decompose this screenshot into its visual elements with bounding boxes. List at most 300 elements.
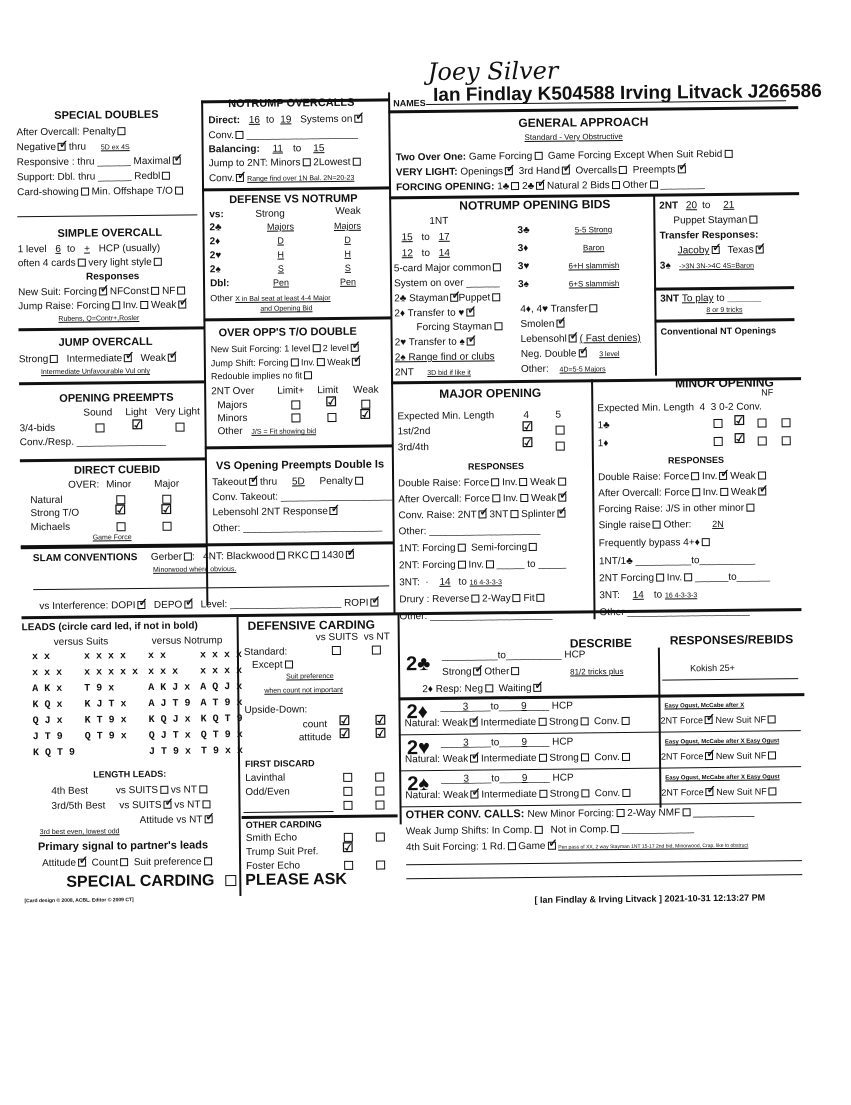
drury-row: Drury : Reverse 2-Way Fit <box>399 593 544 606</box>
lead-holding[interactable] <box>85 754 149 755</box>
lead-holding[interactable]: T 9 x x <box>200 745 244 758</box>
forcing-1c-checkbox[interactable] <box>511 182 519 190</box>
maj-2nt-row: 2NT: Forcing Inv. _____ to _____ <box>398 558 567 572</box>
five-card-checkbox[interactable] <box>493 263 501 271</box>
vp-penalty-checkbox[interactable] <box>355 477 363 485</box>
leads-row <box>32 683 148 695</box>
major-responses-label: RESPONSES <box>467 461 525 472</box>
lav-suits-checkbox[interactable] <box>343 773 352 782</box>
mich-minor-checkbox[interactable] <box>117 522 126 531</box>
blank-suits-checkbox[interactable] <box>343 801 352 810</box>
maj-12-five-checkbox[interactable] <box>556 426 565 435</box>
defense-rows <box>209 220 379 290</box>
foster-suits-checkbox[interactable] <box>344 861 353 870</box>
defense-other-note2: and Opening Bid <box>260 305 313 313</box>
wt-conv-checkbox[interactable] <box>621 717 629 725</box>
4sf-game-checkbox[interactable] <box>547 842 555 850</box>
maj-other-row: Other: ____________________ <box>398 524 541 538</box>
drury-reverse-checkbox[interactable] <box>471 594 479 602</box>
mich-major-checkbox[interactable] <box>163 522 172 531</box>
attitude-row: Attitude vs NT✓ <box>140 814 213 826</box>
nao-inv-checkbox[interactable] <box>720 488 728 496</box>
maj-34-four-check[interactable]: ☑ <box>521 434 534 451</box>
vp-other-row: Other: _________________________ <box>212 521 383 535</box>
sound-col: Sound <box>83 407 113 419</box>
leads-row <box>32 699 148 711</box>
lead-holding[interactable]: Q J T x <box>148 730 191 742</box>
major-expected-label: Expected Min. Length <box>397 410 495 423</box>
overcalls-checkbox[interactable] <box>619 166 627 174</box>
divider <box>20 457 206 462</box>
nt-three-value[interactable]: 5-5 Strong <box>574 225 613 235</box>
ns-2level-checkbox[interactable] <box>351 344 359 352</box>
min-double-raise-row: Double Raise: Force Inv.✓ Weak <box>598 470 766 483</box>
wt-newsuit-checkbox[interactable] <box>769 787 777 795</box>
nfconst-checkbox[interactable] <box>151 287 159 295</box>
jump-overcall-note: Intermediate Unfavourable Vul only <box>40 367 151 377</box>
weak-jump-row: Weak Jump Shifts: In Comp. Not in Comp. _____________ <box>405 823 695 838</box>
wt-strong-checkbox[interactable] <box>580 717 588 725</box>
mdr-weak-checkbox[interactable] <box>558 478 566 486</box>
forcing-2c-checkbox[interactable] <box>536 182 544 190</box>
neg-checkbox[interactable] <box>485 684 493 692</box>
min-1nt-row: 1NT/1♣ __________to__________ <box>598 554 756 568</box>
lead-holding[interactable]: T 9 x <box>84 683 115 695</box>
defense-weak-value[interactable]: Pen <box>339 276 357 287</box>
js-forcing-checkbox[interactable] <box>290 358 298 366</box>
smith-nt-checkbox[interactable] <box>376 832 385 841</box>
four-transfer-checkbox[interactable] <box>589 304 597 312</box>
wt-strong-checkbox[interactable] <box>581 789 589 797</box>
m2nt-inv-checkbox[interactable] <box>486 560 494 568</box>
smolen-checkbox[interactable] <box>556 320 564 328</box>
twont-over-label: 2NT Over <box>211 385 255 398</box>
wt-strong-checkbox[interactable] <box>581 753 589 761</box>
defense-row <box>210 235 380 248</box>
nt-three-bid: 3♣ <box>517 224 530 237</box>
nt-three-value[interactable]: 6+S slammish <box>568 279 620 289</box>
cuebid-note: Game Force <box>92 534 132 542</box>
wt-inter-checkbox[interactable] <box>539 790 547 798</box>
4th-suits-checkbox[interactable] <box>160 786 168 794</box>
wjs-notcomp-checkbox[interactable] <box>611 825 619 833</box>
d-4-checkbox[interactable] <box>714 437 723 446</box>
game-forcing-checkbox[interactable] <box>534 152 542 160</box>
defense-bid: 2♣ <box>209 222 222 234</box>
jo-intermediate-checkbox[interactable] <box>124 354 132 362</box>
ud-count-nt-check[interactable]: ☑ <box>374 712 387 728</box>
one-d-label: 1♦ <box>597 438 609 450</box>
2c-other-checkbox[interactable] <box>511 667 519 675</box>
nmf-checkbox[interactable] <box>616 809 624 817</box>
versus-suits-label: versus Suits <box>53 636 109 648</box>
over-to-double-title: OVER OPP'S T/O DOUBLE <box>218 325 357 340</box>
wt-newsuit-checkbox[interactable] <box>768 715 776 723</box>
divider <box>406 860 802 865</box>
n2nt-forcing-checkbox[interactable] <box>656 574 664 582</box>
lead-holding[interactable]: A K J x <box>148 682 191 694</box>
over-label: OVER: <box>68 479 100 491</box>
d-3-check[interactable]: ☑ <box>733 430 746 446</box>
jo-weak-checkbox[interactable] <box>168 354 176 362</box>
js-weak-checkbox[interactable] <box>352 358 360 366</box>
wt-newsuit-checkbox[interactable] <box>768 751 776 759</box>
leads-row <box>32 651 148 663</box>
lead-holding[interactable]: K J T x <box>84 699 127 711</box>
texas-checkbox[interactable] <box>756 245 764 253</box>
lead-holding[interactable]: Q J x <box>32 715 63 728</box>
lead-holding[interactable]: x x x x <box>83 651 127 663</box>
std-nt-checkbox[interactable] <box>372 646 381 655</box>
lead-holding[interactable]: K Q x <box>32 699 63 712</box>
redouble-checkbox[interactable] <box>304 371 312 379</box>
leads-row <box>33 731 149 743</box>
very-light-checkbox[interactable] <box>154 258 162 266</box>
wt-2nt-checkbox[interactable] <box>705 752 713 760</box>
takeout-checkbox[interactable] <box>249 478 257 486</box>
vs-label: vs: <box>209 209 224 221</box>
mdr-inv-checkbox[interactable] <box>519 478 527 486</box>
penalty-checkbox[interactable] <box>118 127 126 135</box>
lead-holding[interactable]: K Q T 9 <box>32 747 76 760</box>
2way-nmf-checkbox[interactable] <box>682 808 690 816</box>
nao-force-checkbox[interactable] <box>692 488 700 496</box>
stayman-checkbox[interactable] <box>451 294 459 302</box>
jump-overcall-title: JUMP OVERCALL <box>58 335 153 349</box>
lead-holding[interactable]: x x x x x <box>84 667 139 679</box>
length-leads-label: LENGTH LEADS: <box>93 768 167 780</box>
lead-holding[interactable]: x x x x <box>199 649 243 662</box>
weak-two-bid: 2♠ <box>407 773 430 796</box>
jacoby-row: Jacoby✓ Texas✓ <box>678 244 764 256</box>
lav-nt-checkbox[interactable] <box>375 772 384 781</box>
redbl-checkbox[interactable] <box>162 172 170 180</box>
maximal-checkbox[interactable] <box>173 157 181 165</box>
conv-checkbox[interactable] <box>236 131 244 139</box>
wt-weak-checkbox[interactable] <box>470 719 478 727</box>
transfer-h-checkbox[interactable] <box>466 309 474 317</box>
bypass-checkbox[interactable] <box>702 538 710 546</box>
conv2-checkbox[interactable] <box>236 174 244 182</box>
lead-holding[interactable]: J T 9 <box>32 731 63 744</box>
new-suit-row: New Suit: Forcing✓ NFConst NF <box>18 286 185 299</box>
oe-nt-checkbox[interactable] <box>375 786 384 795</box>
attitude-nt-checkbox[interactable] <box>204 815 212 823</box>
defense-weak-value[interactable]: D <box>344 234 351 245</box>
cr-2nt-checkbox[interactable] <box>479 510 487 518</box>
takeout-row: Takeout✓ thru 5D Penalty <box>212 476 363 489</box>
m2nt-forcing-checkbox[interactable] <box>458 561 466 569</box>
4th-nt-checkbox[interactable] <box>199 785 207 793</box>
n2nt-inv-checkbox[interactable] <box>684 573 692 581</box>
divider <box>17 214 197 217</box>
ud-att-suits-check[interactable]: ☑ <box>338 725 351 741</box>
lowest-checkbox[interactable] <box>352 158 360 166</box>
often4-checkbox[interactable] <box>78 259 86 267</box>
puppet-stayman-row: Puppet Stayman <box>673 215 757 227</box>
wt-weak-checkbox[interactable] <box>470 755 478 763</box>
except-checkbox[interactable] <box>285 660 293 668</box>
ns-1level-checkbox[interactable] <box>312 344 320 352</box>
min-other2-row: Other ______________________ <box>599 605 750 619</box>
jacoby-checkbox[interactable] <box>711 246 719 254</box>
d-conv-checkbox[interactable] <box>782 436 791 445</box>
c-conv-checkbox[interactable] <box>781 418 790 427</box>
waiting-checkbox[interactable] <box>533 684 541 692</box>
nt-opening-title: NOTRUMP OPENING BIDS <box>459 197 611 213</box>
ndr-weak-checkbox[interactable] <box>758 471 766 479</box>
oe-suits-checkbox[interactable] <box>343 787 352 796</box>
weak-two-style: Natural: Weak✓ Intermediate Strong Conv. <box>405 752 630 765</box>
lebensohl-nt-checkbox[interactable] <box>569 334 577 342</box>
js-inv-checkbox[interactable] <box>317 358 325 366</box>
divider <box>406 874 802 879</box>
nf-checkbox[interactable] <box>177 287 185 295</box>
lead-holding[interactable]: J T 9 x <box>148 746 192 758</box>
mao-inv-checkbox[interactable] <box>520 494 528 502</box>
ps-suitpref-checkbox[interactable] <box>204 857 212 865</box>
two-c-range: __________to__________ HCP <box>441 649 586 662</box>
foster-nt-checkbox[interactable] <box>376 860 385 869</box>
m1nt-semi-checkbox[interactable] <box>529 543 537 551</box>
maj-12-four-check[interactable]: ☑ <box>521 418 534 435</box>
c-4-checkbox[interactable] <box>713 419 722 428</box>
minors-limit-checkbox[interactable] <box>327 413 336 422</box>
wt-2nt-checkbox[interactable] <box>705 716 713 724</box>
responses-label: Responses <box>85 271 140 283</box>
preempts-checkbox[interactable] <box>677 165 685 173</box>
third-fifth-row: 3rd/5th Best vs SUITS✓ vs NT <box>51 799 210 812</box>
lead-holding[interactable]: x x <box>31 651 51 664</box>
systems-on-checkbox[interactable] <box>354 115 362 123</box>
ps-attitude-checkbox[interactable] <box>78 859 86 867</box>
nt-three-bid-row <box>518 242 644 254</box>
cr-splinter-checkbox[interactable] <box>557 510 565 518</box>
minors-weak-check[interactable]: ☑ <box>359 406 372 422</box>
std-suits-checkbox[interactable] <box>332 646 341 655</box>
wt-inter-checkbox[interactable] <box>538 718 546 726</box>
wt-conv-checkbox[interactable] <box>622 789 630 797</box>
defense-bid: 2♦ <box>209 236 221 248</box>
odd-even-label: Odd/Even <box>245 786 290 798</box>
jr-forcing-checkbox[interactable] <box>112 301 120 309</box>
c-02-checkbox[interactable] <box>757 418 766 427</box>
major-opening-title: MAJOR OPENING <box>439 385 542 401</box>
simple-overcall-note: Rubens, Q=Contr+,Rosler <box>58 315 140 323</box>
ndr-inv-checkbox[interactable] <box>719 472 727 480</box>
wt-inter-checkbox[interactable] <box>539 754 547 762</box>
lead-holding[interactable]: x x x <box>32 667 63 680</box>
divider <box>202 186 390 191</box>
card-showing-checkbox[interactable] <box>81 188 89 196</box>
tricks-note: 8 or 9 tricks <box>706 306 743 315</box>
lead-holding[interactable]: A T 9 x <box>200 697 243 710</box>
openings-checkbox[interactable] <box>505 167 513 175</box>
d-02-checkbox[interactable] <box>758 436 767 445</box>
leads-row <box>33 747 149 759</box>
strong-minor-check[interactable]: ☑ <box>114 502 127 518</box>
defense-strong-value[interactable]: S <box>277 263 284 274</box>
tsp-suits-check[interactable]: ☑ <box>341 839 354 855</box>
weak-col: Weak <box>353 384 379 396</box>
four-transfer-row: 4♦, 4♥ Transfer <box>520 303 597 315</box>
minors-limitplus-checkbox[interactable] <box>291 413 300 422</box>
forcing-raise-checkbox[interactable] <box>746 504 754 512</box>
except-row: Except <box>252 659 293 670</box>
ropi-checkbox[interactable] <box>370 599 378 607</box>
nt-three-value[interactable]: Baron <box>582 243 605 253</box>
minor-responses-label: RESPONSES <box>667 454 724 466</box>
lead-holding[interactable]: K T 9 x <box>84 715 127 727</box>
nt-three-bid: 3♦ <box>517 242 529 255</box>
2c-strong-checkbox[interactable] <box>474 667 482 675</box>
please-ask-checkbox[interactable] <box>225 875 236 886</box>
defense-weak-value[interactable]: H <box>344 248 352 259</box>
ns-forcing-checkbox[interactable] <box>99 287 107 295</box>
lead-holding[interactable]: x x x x <box>200 665 243 678</box>
defense-bid: 2♠ <box>209 264 221 276</box>
defense-strong-value[interactable]: D <box>277 235 284 246</box>
divider <box>19 380 205 385</box>
strong-to-label: Strong T/O <box>30 507 80 520</box>
range1: 15 to 17 <box>401 231 450 244</box>
35-nt-checkbox[interactable] <box>202 800 210 808</box>
def-carding-title: DEFENSIVE CARDING <box>247 617 376 633</box>
35-suits-checkbox[interactable] <box>164 801 172 809</box>
offshape-checkbox[interactable] <box>175 187 183 195</box>
divider <box>653 196 657 376</box>
foster-echo-label: Foster Echo <box>246 860 301 872</box>
wjs-comp-checkbox[interactable] <box>534 826 542 834</box>
lead-holding[interactable]: K Q J x <box>148 714 191 726</box>
lead-holding[interactable]: K Q T 9 <box>200 713 243 726</box>
wt-weak-checkbox[interactable] <box>471 791 479 799</box>
natural-2bids-checkbox[interactable] <box>612 181 620 189</box>
maj-3nt-row: 3NT: · 14 to 16 4-3-3-3 <box>399 576 503 589</box>
weak-two-block <box>402 696 802 736</box>
cr-3nt-checkbox[interactable] <box>510 510 518 518</box>
defense-strong-value[interactable]: H <box>277 249 285 260</box>
lead-holding[interactable]: x x <box>147 650 167 662</box>
drury-2way-checkbox[interactable] <box>513 594 521 602</box>
interference-row: vs Interference: DOPI✓ DEPO✓ Level: ____________________ ROPI✓ <box>39 598 378 613</box>
opp-other-row: Other J/S = Fit showing bid <box>217 425 317 438</box>
weak-two-resp2: 2NT Force✓ New Suit NF <box>661 714 776 726</box>
drury-fit-checkbox[interactable] <box>537 594 545 602</box>
puppet-checkbox[interactable] <box>492 293 500 301</box>
describe-title: DESCRIBE <box>569 635 632 651</box>
jo-strong-checkbox[interactable] <box>50 355 58 363</box>
primary-signal-label: Primary signal to partner's leads <box>37 839 209 854</box>
forcing-stayman-checkbox[interactable] <box>494 322 502 330</box>
preempt-vlight-checkbox[interactable] <box>175 423 184 432</box>
lead-holding[interactable]: Q T 9 x <box>84 731 127 743</box>
third-hand-checkbox[interactable] <box>562 167 570 175</box>
c-3-check[interactable]: ☑ <box>733 412 746 428</box>
rkc-checkbox[interactable] <box>311 551 319 559</box>
negative-checkbox[interactable] <box>58 143 66 151</box>
weak-two-resp1: Easy Ogust, McCabe after X <box>664 702 745 710</box>
minors-checkbox[interactable] <box>302 158 310 166</box>
defense-weak-value[interactable]: Majors <box>333 220 361 231</box>
jr-inv-checkbox[interactable] <box>140 301 148 309</box>
strong-major-check[interactable]: ☑ <box>160 501 173 517</box>
weak-two-bid: 2♦ <box>406 701 428 724</box>
ud-count-suits-check[interactable]: ☑ <box>338 712 351 728</box>
lebensohl-checkbox[interactable] <box>330 507 338 515</box>
defense-strong-value[interactable]: Pen <box>272 277 290 288</box>
simple-overcall-title: SIMPLE OVERCALL <box>57 226 163 240</box>
min-2nt-row: 2NT Forcing Inv. ______to______ <box>599 571 771 585</box>
single-raise-checkbox[interactable] <box>653 521 661 529</box>
ps-count-checkbox[interactable] <box>120 858 128 866</box>
mao-weak-checkbox[interactable] <box>558 494 566 502</box>
standard-label: Standard: <box>243 646 288 658</box>
1430-checkbox[interactable] <box>346 551 354 559</box>
very-light-col: Very Light <box>155 406 200 418</box>
wt-conv-checkbox[interactable] <box>622 753 630 761</box>
wt-2nt-checkbox[interactable] <box>706 788 714 796</box>
m1nt-forcing-checkbox[interactable] <box>457 544 465 552</box>
dopi-checkbox[interactable] <box>138 601 146 609</box>
transfer-h-row: 2♦ Transfer to ♥✓ <box>394 308 474 320</box>
neg-double-checkbox[interactable] <box>578 349 586 357</box>
nao-weak-checkbox[interactable] <box>758 487 766 495</box>
maj-34-five-checkbox[interactable] <box>556 442 565 451</box>
depo-checkbox[interactable] <box>184 600 192 608</box>
ud-att-nt-check[interactable]: ☑ <box>374 725 387 741</box>
gf-except-checkbox[interactable] <box>724 150 732 158</box>
minors-label: Minors <box>217 412 248 425</box>
lead-holding[interactable]: A Q J x <box>200 681 243 694</box>
weak-two-range: ____3____to____9____ HCP <box>440 736 574 749</box>
majors-limit-check[interactable]: ☑ <box>325 393 338 410</box>
two-c-tricks: 81/2 tricks plus <box>570 666 624 677</box>
lead-holding[interactable]: x x x <box>148 666 179 678</box>
weak-two-bid: 2♥ <box>406 737 431 760</box>
gerber-checkbox[interactable] <box>184 552 192 560</box>
mdr-force-checkbox[interactable] <box>491 478 499 486</box>
jr-weak-checkbox[interactable] <box>178 301 186 309</box>
nt-overcalls-title: NOTRUMP OVERCALLS <box>228 96 355 111</box>
timestamp-stamp: [ Ian Findlay & Irving Litvack ] 2021-10-31 12:13:27 PM <box>534 892 766 905</box>
transfer-s-row: 2♥ Transfer to ♠✓ <box>395 337 475 349</box>
transfer-s-checkbox[interactable] <box>467 338 475 346</box>
nt-three-value[interactable]: 6+H slammish <box>568 261 620 271</box>
blackwood-checkbox[interactable] <box>277 552 285 560</box>
defense-strong-value[interactable]: Majors <box>266 221 294 232</box>
lead-holding[interactable]: A J T 9 <box>148 698 191 710</box>
lead-holding[interactable]: A K x <box>32 683 63 696</box>
defense-weak-value[interactable]: S <box>344 262 351 273</box>
forcing-raise-row: Forcing Raise: J/S in other minor <box>598 503 754 516</box>
majors-limitplus-checkbox[interactable] <box>291 400 300 409</box>
suit-pref-note: Suit preference <box>286 673 334 681</box>
preempt-sound-checkbox[interactable] <box>95 423 104 432</box>
blank-nt-checkbox[interactable] <box>375 800 384 809</box>
4sf-1rd-checkbox[interactable] <box>507 842 515 850</box>
ndr-force-checkbox[interactable] <box>691 472 699 480</box>
when-count-note: when count not important <box>264 686 343 695</box>
lead-holding[interactable]: Q T 9 x <box>200 729 243 742</box>
fo-other-checkbox[interactable] <box>650 181 658 189</box>
preempt-light-check[interactable]: ☑ <box>131 417 144 433</box>
leads-row <box>149 730 265 742</box>
mao-force-checkbox[interactable] <box>492 494 500 502</box>
lebensohl-nt-row: Lebensohl✓ ( Fast denies) <box>521 333 641 345</box>
puppet-stayman-checkbox[interactable] <box>749 216 757 224</box>
divider <box>398 614 402 824</box>
